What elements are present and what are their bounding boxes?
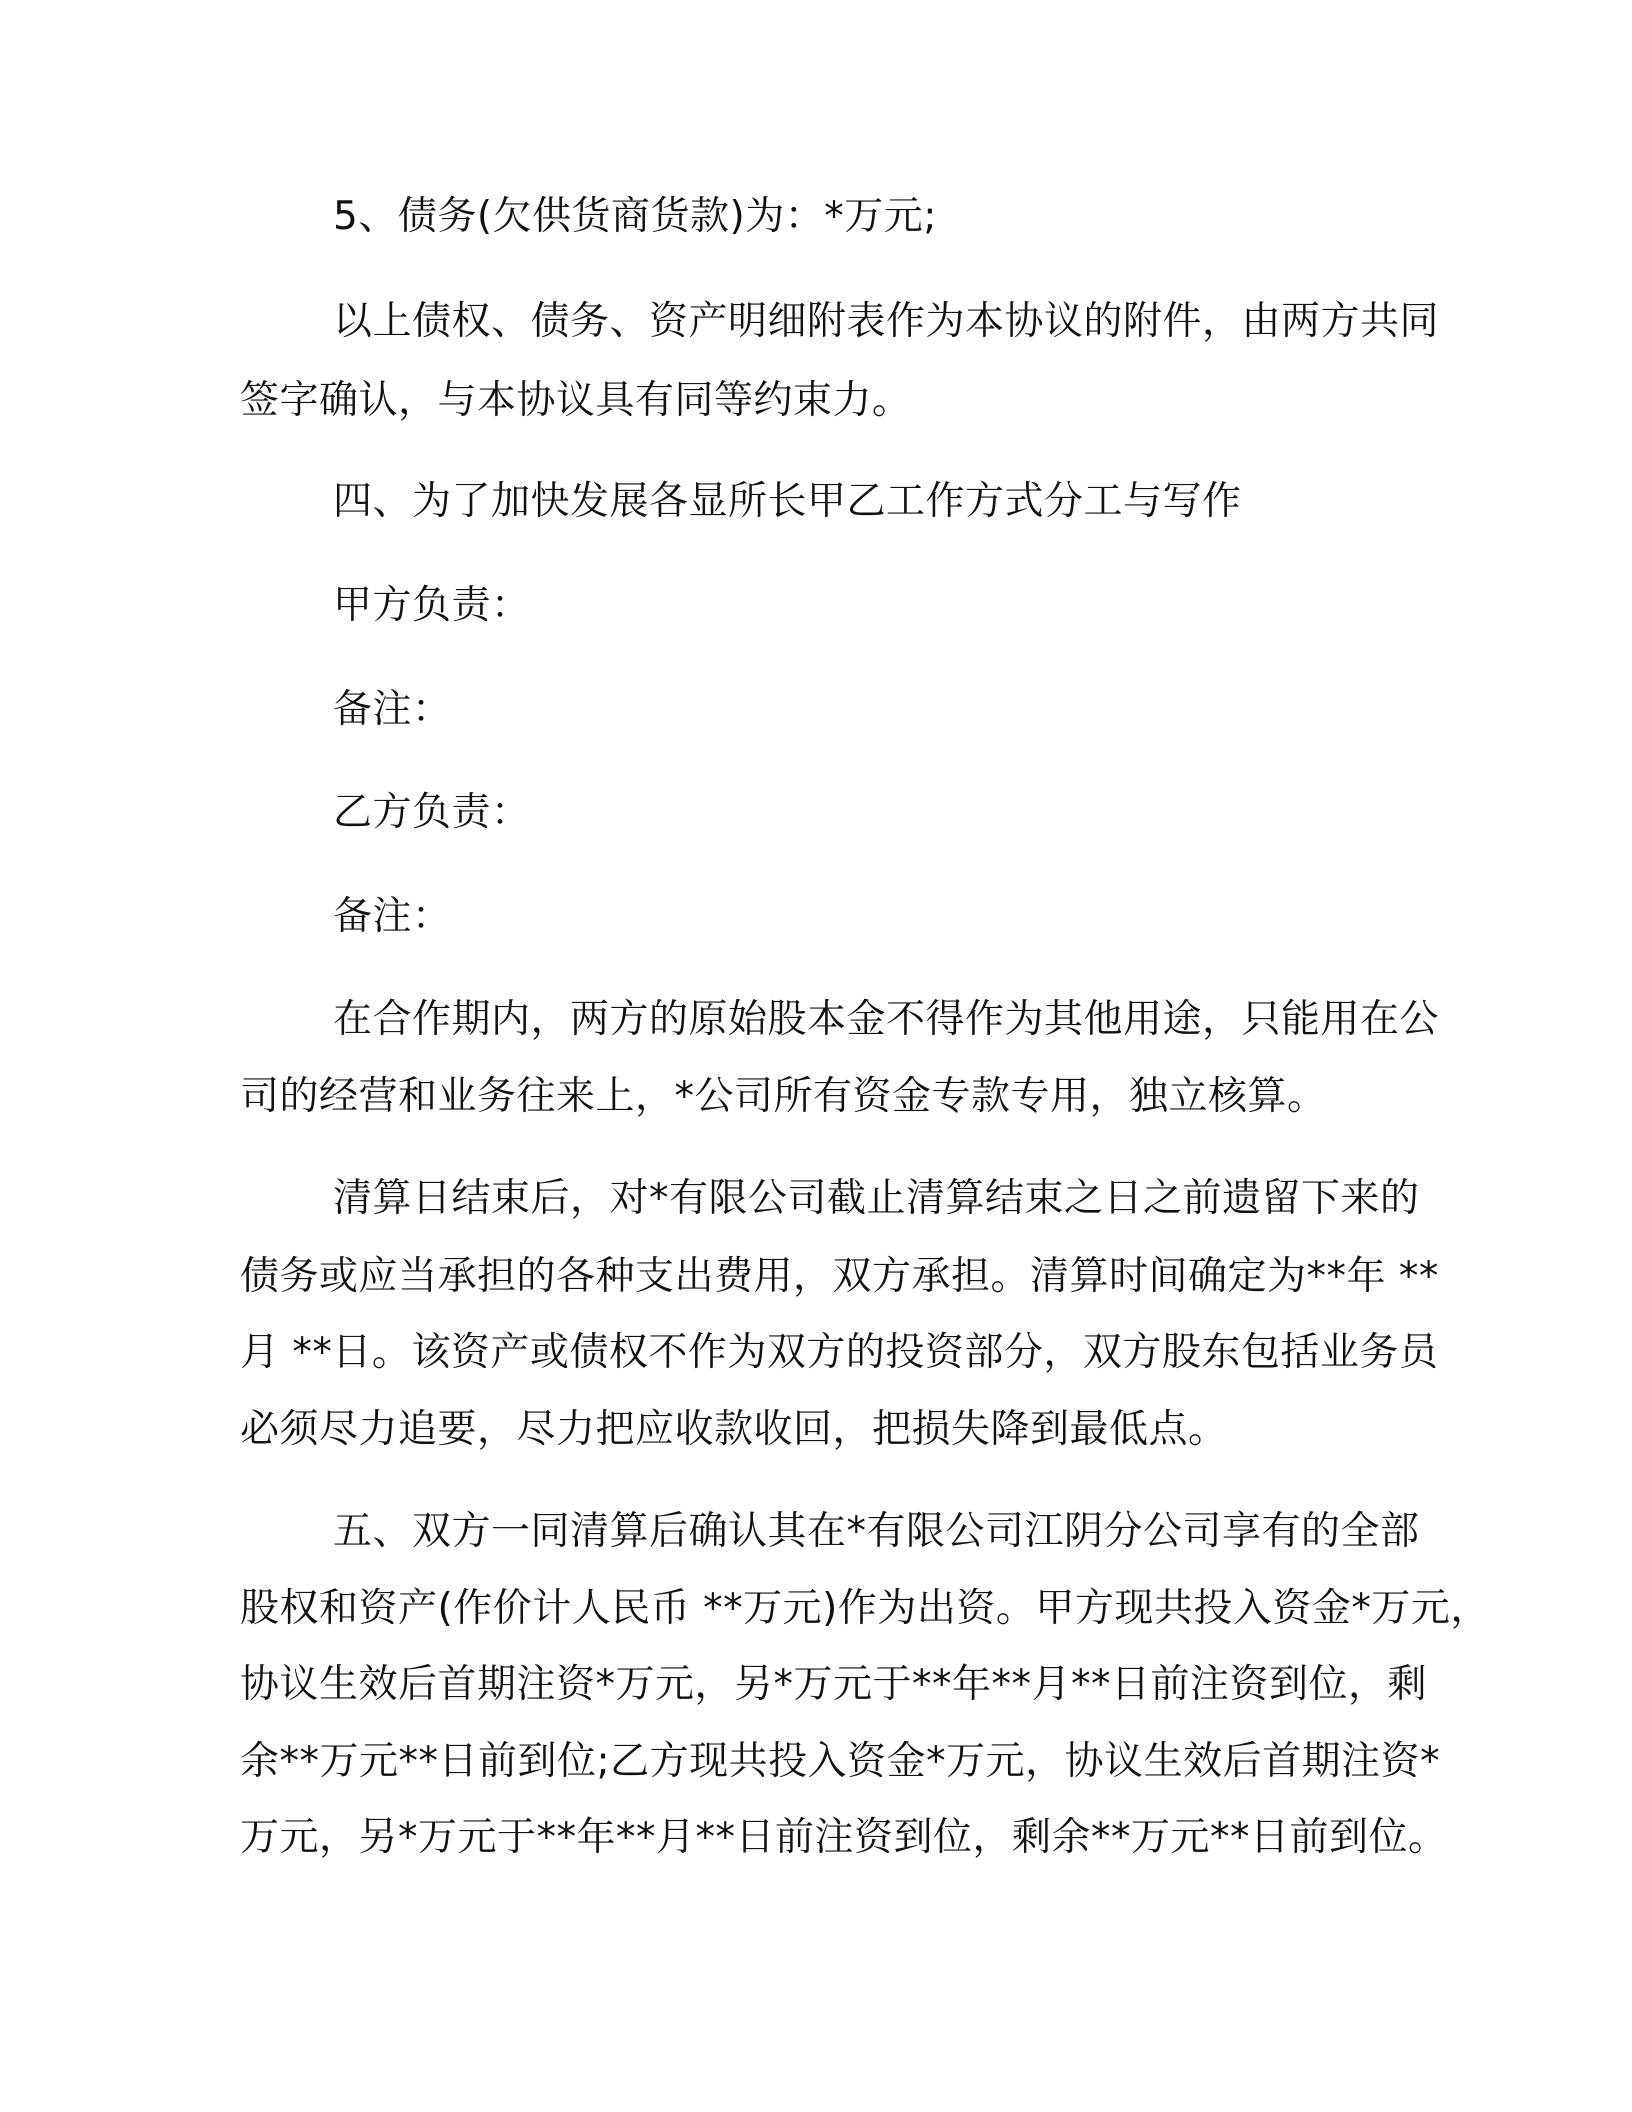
section-five-line-3: 协议生效后首期注资*万元，另*万元于**年**月**日前注资到位，剩 bbox=[240, 1662, 1428, 1707]
section-five-line-5: 万元，另*万元于**年**月**日前注资到位，剩余**万元**日前到位。 bbox=[240, 1815, 1448, 1860]
remark-label-1: 备注： bbox=[333, 687, 452, 732]
section-five-line-1: 五、双方一同清算后确认其在*有限公司江阴分公司享有的全部 bbox=[333, 1509, 1420, 1554]
paragraph-liquidation-line-4: 必须尽力追要，尽力把应收款收回，把损失降到最低点。 bbox=[240, 1407, 1228, 1452]
paragraph-liquidation-line-3: 月 **日。该资产或债权不作为双方的投资部分，双方股东包括业务员 bbox=[240, 1330, 1439, 1375]
paragraph-liquidation-line-2: 债务或应当承担的各种支出费用，双方承担。清算时间确定为**年 ** bbox=[240, 1254, 1439, 1299]
remark-label-2: 备注： bbox=[333, 894, 452, 939]
paragraph-debt-item-line-1: 5、债务(欠供货商货款)为：*万元; bbox=[333, 194, 937, 239]
paragraph-liquidation-line-1: 清算日结束后，对*有限公司截止清算结束之日之前遗留下来的 bbox=[333, 1176, 1420, 1221]
paragraph-capital-use-line-2: 司的经营和业务往来上，*公司所有资金专款专用，独立核算。 bbox=[240, 1074, 1327, 1119]
section-five-line-2: 股权和资产(作价计人民币 **万元)作为出资。甲方现共投入资金*万元， bbox=[240, 1586, 1490, 1631]
paragraph-attachment-line-1: 以上债权、债务、资产明细附表作为本协议的附件，由两方共同 bbox=[333, 299, 1440, 344]
party-b-responsibility-label: 乙方负责： bbox=[333, 790, 531, 835]
section-five-line-4: 余**万元**日前到位;乙方现共投入资金*万元，协议生效后首期注资* bbox=[240, 1739, 1441, 1784]
party-a-responsibility-label: 甲方负责： bbox=[333, 583, 531, 628]
section-four-heading: 四、为了加快发展各显所长甲乙工作方式分工与写作 bbox=[333, 479, 1242, 524]
paragraph-attachment-line-2: 签字确认，与本协议具有同等约束力。 bbox=[240, 378, 912, 423]
paragraph-capital-use-line-1: 在合作期内，两方的原始股本金不得作为其他用途，只能用在公 bbox=[333, 997, 1440, 1042]
